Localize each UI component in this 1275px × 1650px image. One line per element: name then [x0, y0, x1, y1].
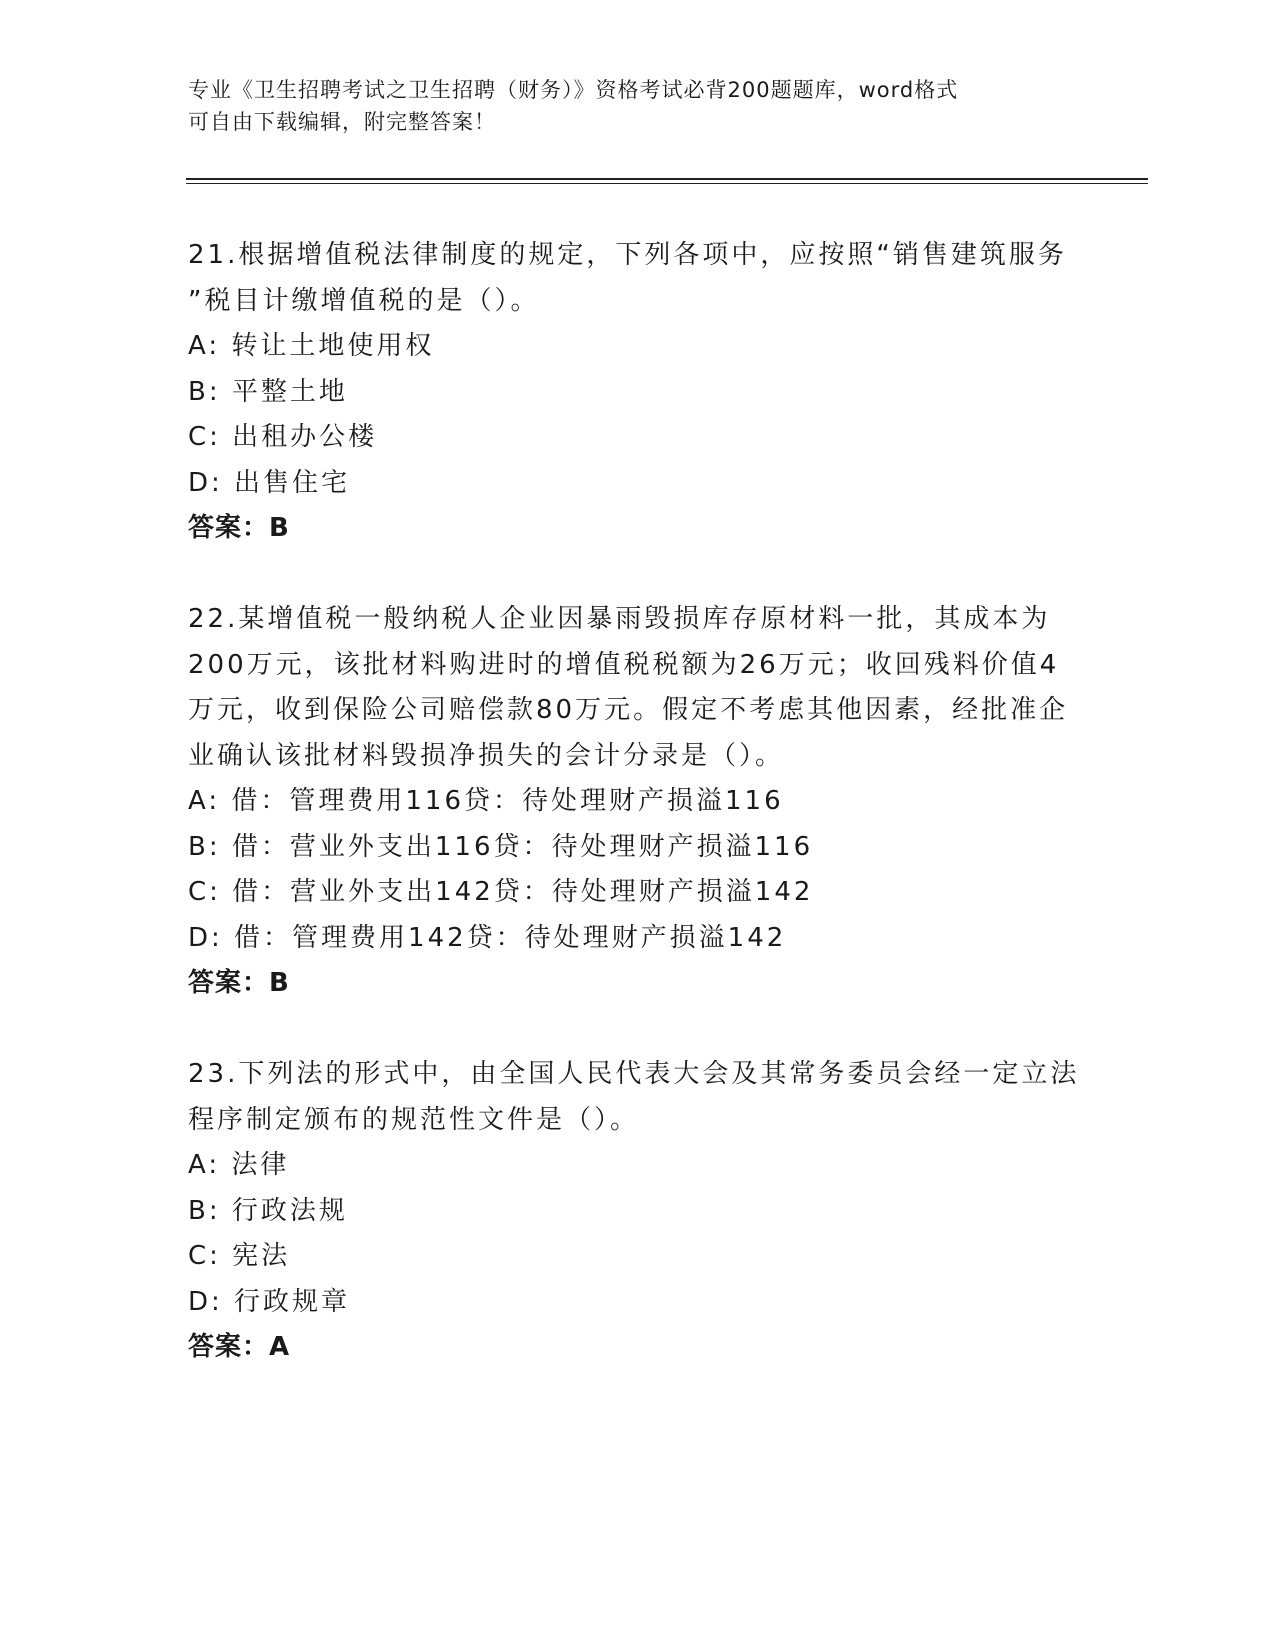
option-d: D: 借：管理费用142贷：待处理财产损溢142: [188, 922, 787, 953]
option-c: C: 借：营业外支出142贷：待处理财产损溢142: [188, 877, 814, 907]
header-line-1: 专业《卫生招聘考试之卫生招聘（财务）》资格考试必背200题题库，word格式: [188, 78, 959, 102]
answer: 答案：B: [188, 513, 290, 543]
option-a: A: 借：管理费用116贷：待处理财产损溢116: [188, 786, 784, 816]
question-23: [188, 1052, 1088, 1371]
option-d: D: 出售住宅: [188, 467, 351, 498]
stem-line: 21.根据增值税法律制度的规定，下列各项中，应按照“销售建筑服务: [188, 240, 1067, 270]
stem-line: 业确认该批材料毁损净损失的会计分录是（）。: [188, 740, 785, 771]
question-stem: [188, 233, 1088, 324]
question-stem: [188, 1052, 1088, 1143]
answer: 答案：B: [188, 968, 290, 998]
stem-line: 23.下列法的形式中，由全国人民代表大会及其常务委员会经一定立法: [188, 1059, 1080, 1089]
option-a: A: 法律: [188, 1150, 290, 1180]
stem-line: ”税目计缴增值税的是（）。: [188, 285, 540, 316]
option-b: B: 平整土地: [188, 376, 348, 407]
option-c: C: 出租办公楼: [188, 422, 378, 452]
option-b: B: 借：营业外支出116贷：待处理财产损溢116: [188, 831, 814, 862]
option-c: C: 宪法: [188, 1241, 291, 1271]
header-rule-thin: [186, 183, 1148, 184]
question-stem: [188, 597, 1088, 779]
stem-line: 22.某增值税一般纳税人企业因暴雨毁损库存原材料一批，其成本为: [188, 604, 1051, 634]
option-b: B: 行政法规: [188, 1195, 348, 1226]
question-21: [188, 233, 1088, 552]
stem-line: 万元，收到保险公司赔偿款80万元。假定不考虑其他因素，经批准企: [188, 695, 1069, 725]
question-22: [188, 597, 1088, 1007]
stem-line: 200万元，该批材料购进时的增值税税额为26万元；收回残料价值4: [188, 649, 1060, 680]
option-a: A: 转让土地使用权: [188, 331, 435, 361]
header-rule-thick: [186, 178, 1148, 180]
stem-line: 程序制定颁布的规范性文件是（）。: [188, 1104, 640, 1135]
option-d: D: 行政规章: [188, 1286, 351, 1317]
answer: 答案：A: [188, 1332, 291, 1362]
document-header: [188, 74, 1088, 138]
header-line-2: 可自由下载编辑，附完整答案！: [188, 110, 496, 134]
